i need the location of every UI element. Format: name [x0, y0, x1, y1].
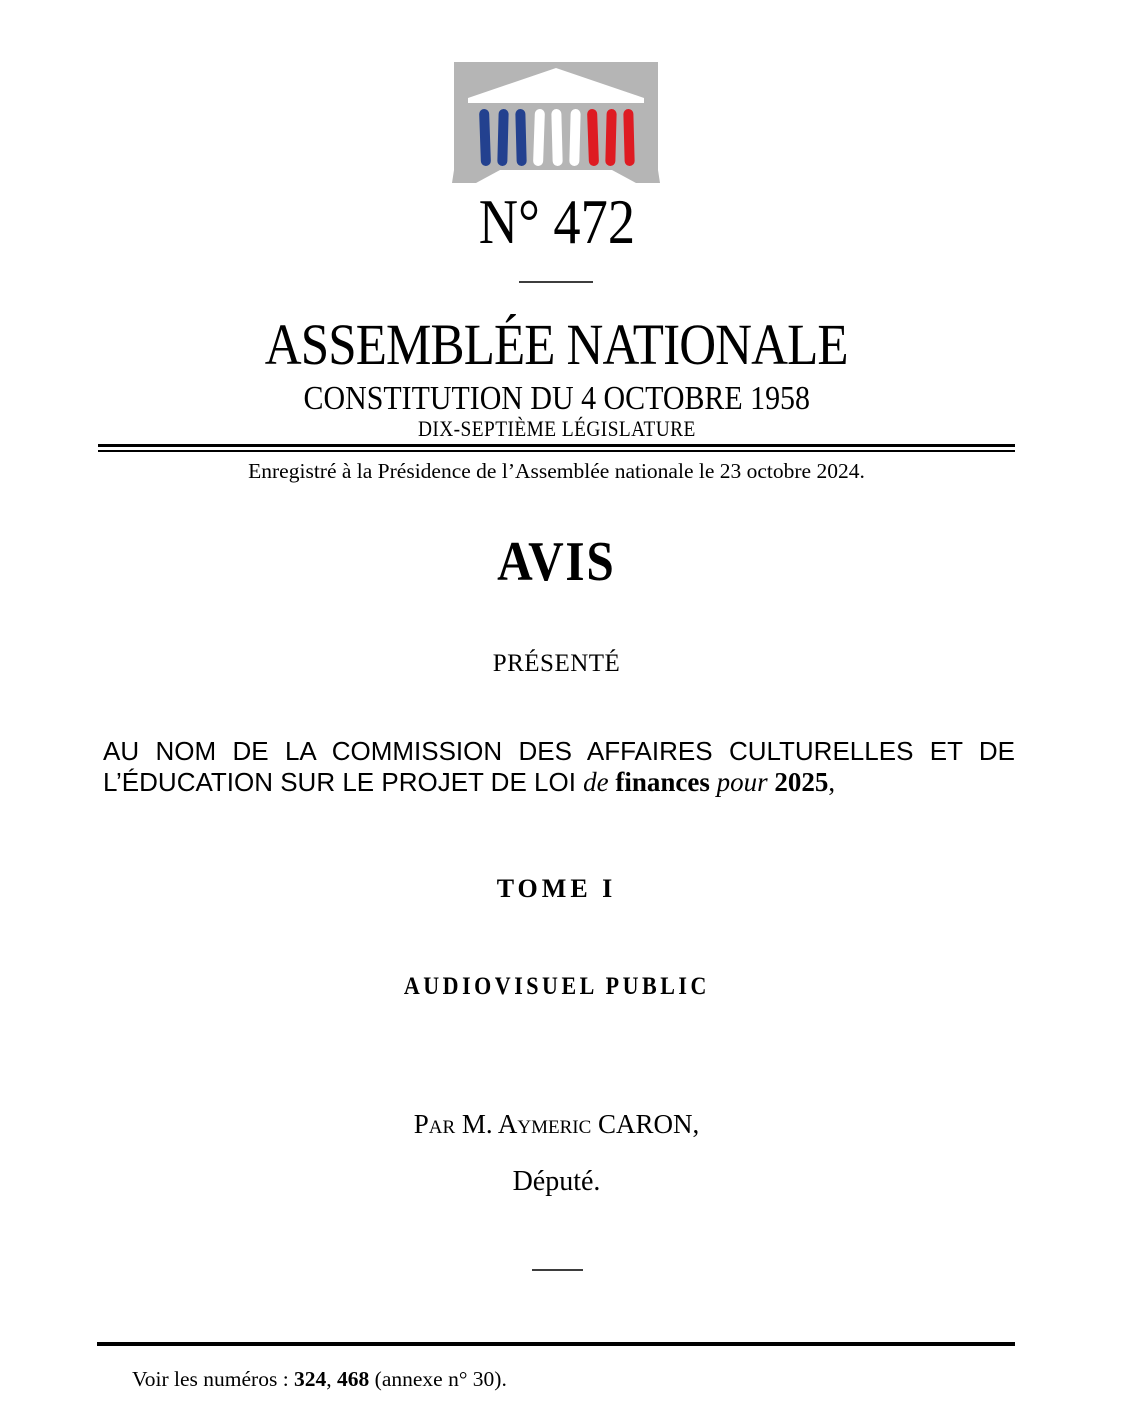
constitution-line-text: CONSTITUTION DU 4 OCTOBRE 1958: [303, 380, 810, 417]
footer-ref-468: 468: [337, 1367, 370, 1391]
logo-base-left: [452, 170, 500, 183]
legislature-line-text: DIX-SEPTIÈME LÉGISLATURE: [417, 416, 696, 441]
author-line: Par M. Aymeric CARON,: [413, 1109, 700, 1139]
logo-columns-blue: [479, 109, 527, 166]
logo-base-right: [612, 170, 660, 183]
footer-rule: [97, 1342, 1015, 1346]
double-rule: [98, 444, 1015, 452]
footer-ref-324: 324: [294, 1367, 327, 1391]
institution-title-text: ASSEMBLÉE NATIONALE: [264, 312, 848, 377]
tome-title: TOME I: [496, 874, 617, 903]
document-type-text: AVIS: [497, 531, 616, 593]
subject-title: [0, 974, 1113, 999]
footer-ref-sep: ,: [326, 1367, 338, 1391]
divider-short-top: [519, 281, 593, 283]
commission-line2-pour: pour: [709, 767, 775, 797]
commission-line-2: [103, 767, 1015, 798]
footer-ref-intro: Voir les numéros :: [132, 1367, 295, 1391]
footer-ref-annexe: (annexe n° 30).: [369, 1367, 507, 1391]
document-type-title: [0, 531, 1113, 593]
commission-line2-comma: ,: [828, 767, 836, 797]
constitution-line: [0, 382, 1113, 416]
author-role: Député.: [512, 1166, 601, 1197]
commission-line2-finances: finances: [615, 767, 710, 797]
commission-line2-sans: L’ÉDUCATION SUR LE PROJET DE LOI: [103, 767, 584, 797]
assemblee-nationale-logo: [452, 62, 660, 183]
document-number-text: N° 472: [478, 186, 635, 257]
commission-line-1: AU NOM DE LA COMMISSION DES AFFAIRES CULTURELLES ET DE: [103, 736, 1015, 766]
commission-paragraph: [103, 736, 1015, 798]
assemblee-nationale-logo-svg: [452, 62, 660, 183]
institution-title: [0, 312, 1113, 377]
document-number: [0, 186, 1113, 257]
divider-short-bottom: [532, 1269, 583, 1271]
commission-line2-2025: 2025: [774, 767, 829, 797]
footer-references: [132, 1367, 507, 1393]
registration-line: Enregistré à la Présidence de l’Assemblée nationale le 23 octobre 2024.: [248, 459, 865, 483]
subject-title-text: AUDIOVISUEL PUBLIC: [403, 973, 710, 1000]
logo-columns-red: [587, 109, 635, 166]
logo-columns-white: [533, 109, 581, 166]
commission-line2-de: de: [583, 767, 616, 797]
legislature-line: [0, 418, 1113, 440]
presented-label: PRÉSENTÉ: [492, 650, 621, 677]
